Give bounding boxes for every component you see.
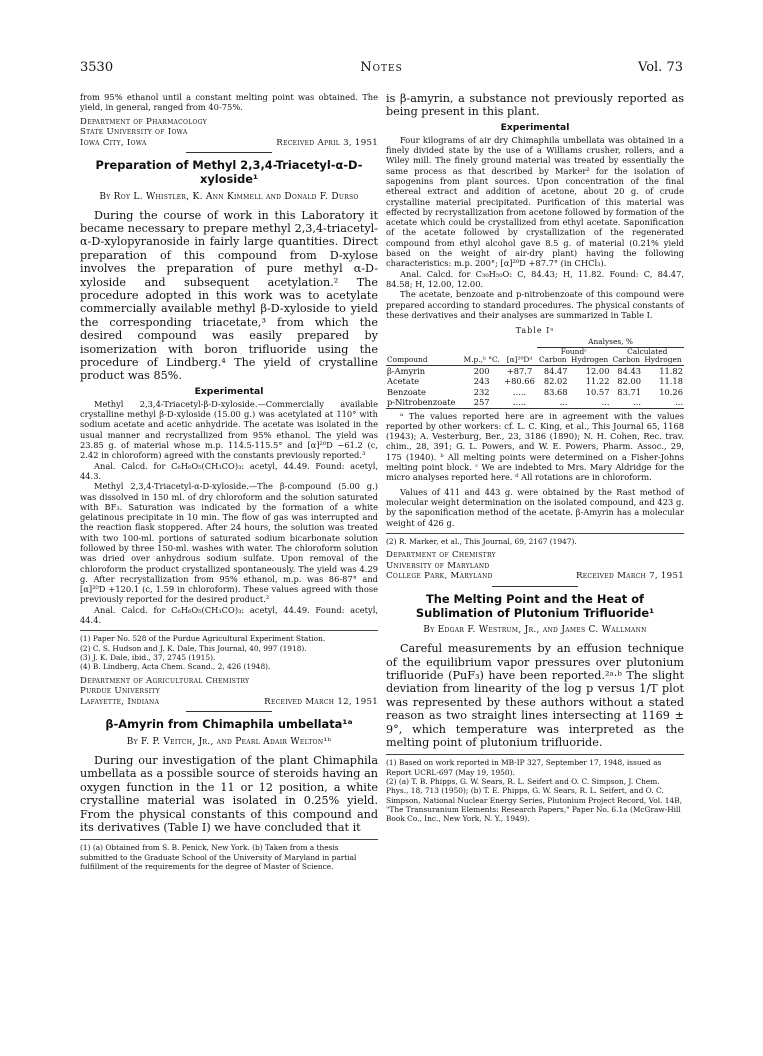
affiliation-footer bbox=[386, 571, 684, 582]
table-cell: β-Amyrin bbox=[387, 365, 426, 376]
table-cell: 12.00 bbox=[585, 365, 610, 376]
separator-rule bbox=[186, 711, 272, 712]
table-cell: 11.18 bbox=[659, 376, 683, 387]
table-cell: +80.66 bbox=[504, 376, 535, 387]
table-cell: 84.43 bbox=[617, 365, 642, 376]
table-cell: ... bbox=[633, 397, 642, 408]
table-cell: 84.47 bbox=[543, 365, 568, 376]
section-title: Notes bbox=[360, 60, 403, 75]
table-row bbox=[386, 387, 684, 397]
table-cell: 10.57 bbox=[585, 386, 610, 397]
affiliation-city: College Park, Maryland bbox=[386, 571, 493, 582]
body-paragraph: The acetate, benzoate and p-nitrobenzoate of this compound were prepared according to standard procedures. The physical constants of these derivatives and their analyses are summarized in Table I. bbox=[386, 289, 684, 320]
table-column-header: Carbon bbox=[612, 355, 641, 365]
separator-rule bbox=[492, 586, 578, 587]
experimental-paragraph: Methyl 2,3,4-Triacetyl-β-D-xyloside.—Commercially available crystalline methyl β-D-xyloside (15.00 g.) was acetylated at 110° with sodium acetate and acetic anhydride. The acetate was isolated in the usual manner and recrystallized from 95% ethanol. The yield was 23.85 g. of material whose m.p. 114.5-115.5° and [α]²⁰D −61.2 (c, 2.42 in chloroform) agreed with the constants previously reported.³ bbox=[80, 398, 378, 461]
continued-text: is β-amyrin, a substance not previously reported as being present in this plant. bbox=[386, 92, 684, 119]
table-group-header: Analyses, % bbox=[537, 338, 684, 347]
table-subheader: Calculated bbox=[627, 346, 668, 356]
table-cell: p-Nitrobenzoate bbox=[387, 397, 456, 408]
table-cell: ..... bbox=[512, 386, 527, 397]
article-authors: By Roy L. Whistler, K. Ann Kimmell and Donald F. Durso bbox=[99, 191, 359, 202]
table-column-header: Hydrogen bbox=[570, 355, 609, 365]
footnote-rule bbox=[386, 533, 684, 534]
affiliation-city: Iowa City, Iowa bbox=[80, 137, 147, 148]
table-cell: 232 bbox=[473, 386, 490, 397]
data-table bbox=[386, 338, 684, 408]
table-cell: 257 bbox=[473, 397, 490, 408]
section-heading: Experimental bbox=[194, 385, 264, 397]
affiliation-line: Department of Agricultural Chemistry bbox=[80, 675, 250, 686]
article-title: Preparation of Methyl 2,3,4-Triacetyl-α-D-xyloside¹ bbox=[95, 158, 363, 186]
affiliation-city: Lafayette, Indiana bbox=[80, 696, 160, 707]
analysis-line: Anal. Calcd. for C₆H₆O₅(CH₃CO)₃: acetyl, 44.49. Found: acetyl, 44.3. bbox=[80, 460, 378, 481]
continued-text: from 95% ethanol until a constant melting point was obtained. The yield, in general, ranged from 40-75%. bbox=[80, 92, 378, 113]
body-paragraph: During the course of work in this Laboratory it became necessary to prepare methyl 2,3,4-triacetyl-α-D-xylopyranoside in fairly large quantities. Direct preparation of this compound from D-xylose involves the preparation of pure methyl α-D-xyloside and subsequent acetylation.² The procedure adopted in this work was to acetylate commercially available methyl β-D-xyloside to yield the corresponding triacetate,³ from which the desired compound was easily prepared by isomerization with boron trifluoride using the procedure of Lindberg.⁴ The yield of crystalline product was 85%. bbox=[80, 208, 378, 383]
analysis-line: Anal. Calcd. for C₆H₆O₅(CH₃CO)₃: acetyl, 44.49. Found: acetyl, 44.4. bbox=[80, 604, 378, 626]
article-title: β-Amyrin from Chimaphila umbellata¹ᵃ bbox=[105, 717, 353, 732]
footnote: (3) J. K. Dale, ibid., 37, 2745 (1915). bbox=[80, 652, 216, 662]
page-number: 3530 bbox=[80, 60, 114, 75]
affiliation-line: Department of Pharmacology bbox=[80, 116, 208, 127]
article-authors: By Edgar F. Westrum, Jr., and James C. Wallmann bbox=[423, 625, 647, 636]
table-cell: 243 bbox=[473, 376, 490, 387]
table-cell: +87.7 bbox=[506, 365, 533, 376]
table-cell: ... bbox=[601, 397, 610, 408]
table-row bbox=[386, 397, 684, 408]
footnote-rule bbox=[80, 839, 378, 840]
body-paragraph: Values of 411 and 443 g. were obtained by the Rast method of molecular weight determination on the isolated compound, and 423 g. by the saponification method of the acetate. β-Amyrin has a molecular weight of 426 g. bbox=[386, 486, 684, 528]
footnote: (1) Based on work reported in MB-IP 327, September 17, 1948, issued as Report UCRL-697 (May 19, 1950). bbox=[386, 758, 662, 777]
analysis-line: Anal. Calcd. for C₃₀H₅₀O: C, 84.43; H, 11.82. Found: C, 84.47, 84.58; H, 12.00, 12.00. bbox=[386, 268, 684, 289]
table-cell: 82.00 bbox=[617, 376, 642, 387]
affiliation-line: Department of Chemistry bbox=[386, 550, 496, 561]
footnote-rule bbox=[80, 630, 378, 631]
table-cell: 200 bbox=[473, 365, 490, 376]
affiliation-footer bbox=[80, 138, 378, 149]
footnote: (2) C. S. Hudson and J. K. Dale, This Journal, 40, 997 (1918). bbox=[80, 643, 307, 653]
article-authors: By F. P. Veitch, Jr., and Pearl Adair Welton¹ᵇ bbox=[126, 736, 332, 747]
footnote-rule bbox=[386, 754, 684, 755]
article-title: The Melting Point and the Heat of Sublimation of Plutonium Trifluoride¹ bbox=[415, 591, 655, 620]
table-cell: 11.82 bbox=[659, 365, 683, 376]
table-row bbox=[386, 365, 684, 376]
running-header bbox=[80, 60, 683, 78]
table-title: Table Iᵃ bbox=[515, 326, 555, 336]
table-column-header: Hydrogen bbox=[644, 355, 682, 365]
received-date: Received March 7, 1951 bbox=[575, 571, 684, 582]
table-column-header: [α]²⁰Dᵈ bbox=[506, 355, 533, 365]
experimental-paragraph: Methyl 2,3,4-Triacetyl-α-D-xyloside.—The β-compound (5.00 g.) was dissolved in 150 ml. of dry chloroform and the solution saturated with BF₃. Saturation was indicated by the formation of a white gelatinous precipitate in 10 min. The flow of gas was interrupted and the reaction flask stoppered. After 24 hours, the solution was treated with two 100-ml. portions of saturated sodium bicarbonate solution followed by three 150-ml. washes with water. The chloroform solution was dried over anhydrous sodium sulfate. Upon removal of the chloroform the product crystallized spontaneously. The yield was 4.29 g. After recrystallization from 95% ethanol, m.p. was 86-87° and [α]²⁰D +120.1 (c, 1.59 in chloroform). These values agreed with those previously reported for the desired product.² bbox=[80, 481, 378, 605]
table-subheader: Foundᶜ bbox=[560, 346, 587, 356]
received-date: Received April 3, 1951 bbox=[276, 137, 378, 148]
table-cell: 11.22 bbox=[585, 376, 610, 387]
table-row bbox=[386, 376, 684, 386]
table-cell: Benzoate bbox=[387, 386, 426, 397]
affiliation-footer bbox=[80, 697, 378, 708]
table-column-header: Carbon bbox=[539, 355, 567, 365]
table-cell: 10.26 bbox=[659, 386, 683, 397]
footnote: (1) Paper No. 528 of the Purdue Agricultural Experiment Station. bbox=[80, 634, 326, 644]
footnote: (2) R. Marker, et al., This Journal, 69, 2167 (1947). bbox=[386, 536, 577, 546]
left-column bbox=[80, 92, 378, 871]
table-cell: 83.71 bbox=[617, 386, 642, 397]
table-cell: ... bbox=[675, 397, 683, 408]
separator-rule bbox=[186, 152, 272, 153]
experimental-paragraph: Four kilograms of air dry Chimaphila umbellata was obtained in a finely divided state by the use of a Williams crusher, rollers, and a Wiley mill. The finely ground material was treated by essentially the same process as that described by Marker² for the isolation of sapogenins from plant sources. Upon concentration of the final ethereal extract and addition of acetone, about 20 g. of crude crystalline material precipitated. Purification of this material was effected by recrystallization from acetone followed by formation of the acetate which could be crystallized from ethyl acetate. Saponification of the acetate followed by crystallization of the regenerated compound from ethyl alcohol gave 8.5 g. of material (0.21% yield based on the weight of air-dry plant) having the following characteristics: m.p. 200°; [α]²⁰D +87.7° (in CHCl₃). bbox=[386, 134, 684, 269]
volume-label: Vol. 73 bbox=[638, 60, 683, 75]
table-column-header: Compound bbox=[387, 355, 428, 365]
body-paragraph: Careful measurements by an effusion technique of the equilibrium vapor pressures over plutonium trifluoride (PuF₃) have been reported.²ᵃ·ᵇ The slight deviation from linearity of the log p versus 1/T plot was represented by these authors without a stated reason as two straight lines intersecting at 1169 ± 9°, which temperature was interpreted as the melting point of plutonium trifluoride. bbox=[386, 642, 684, 749]
body-paragraph: During our investigation of the plant Chimaphila umbellata as a possible source of steroids having an oxygen function in the 11 or 12 position, a white crystalline material was isolated in 0.25% yield. From the physical constants of this compound and its derivatives (Table I) we have concluded that it bbox=[80, 753, 378, 834]
table-column-header: M.p.,ᵇ °C. bbox=[463, 355, 500, 365]
section-heading: Experimental bbox=[500, 121, 570, 133]
footnote: (2) (a) T. B. Phipps, G. W. Sears, R. L. Seifert and O. C. Simpson, J. Chem. Phys., 18, 713 (1950); (b) T. E. Phipps, G. W. Sears, R. L. Seifert, and O. C. Simpson, National Nuclear Energy Series, Plutonium Project Record, Vol. 14B, "The Transuranium Elements: Research Papers," Paper No. 6.1a (McGraw-Hill Book Co., Inc., New York, N. Y., 1949). bbox=[386, 776, 682, 824]
footnote: (1) (a) Obtained from S. B. Penick, New York. (b) Taken from a thesis submitted to the Graduate School of the University of Maryland in partial fulfillment of the requirements for the degree of Master of Science. bbox=[80, 843, 357, 871]
table-cell: 83.68 bbox=[543, 386, 568, 397]
right-column bbox=[386, 92, 684, 823]
affiliation-line: University of Maryland bbox=[386, 560, 490, 571]
table-cell: ..... bbox=[512, 397, 527, 408]
footnote: (4) B. Lindberg, Acta Chem. Scand., 2, 426 (1948). bbox=[80, 662, 271, 672]
table-cell: Acetate bbox=[387, 376, 420, 387]
table-cell: ... bbox=[559, 397, 568, 408]
table-notes: ᵃ The values reported here are in agreement with the values reported by other workers: cf. L. C. King, et al., This Journal 65, 1168 (1943); A. Vesterburg, Ber., 23, 3186 (1890); N. H. Cohen, Rec. trav. chim., 28, 391; G. L. Powers, and W. E. Powers, Pharm. Assoc., 29, 175 (1940). ᵇ All melting points were determined on a Fisher-Johns melting point block. ᶜ We are indebted to Mrs. Mary Aldridge for the micro analyses reported here. ᵈ All rotations are in chloroform. bbox=[386, 410, 684, 483]
table-cell: 82.02 bbox=[543, 376, 568, 387]
received-date: Received March 12, 1951 bbox=[264, 696, 378, 707]
affiliation-line: Purdue University bbox=[80, 686, 160, 697]
affiliation-line: State University of Iowa bbox=[80, 127, 188, 138]
